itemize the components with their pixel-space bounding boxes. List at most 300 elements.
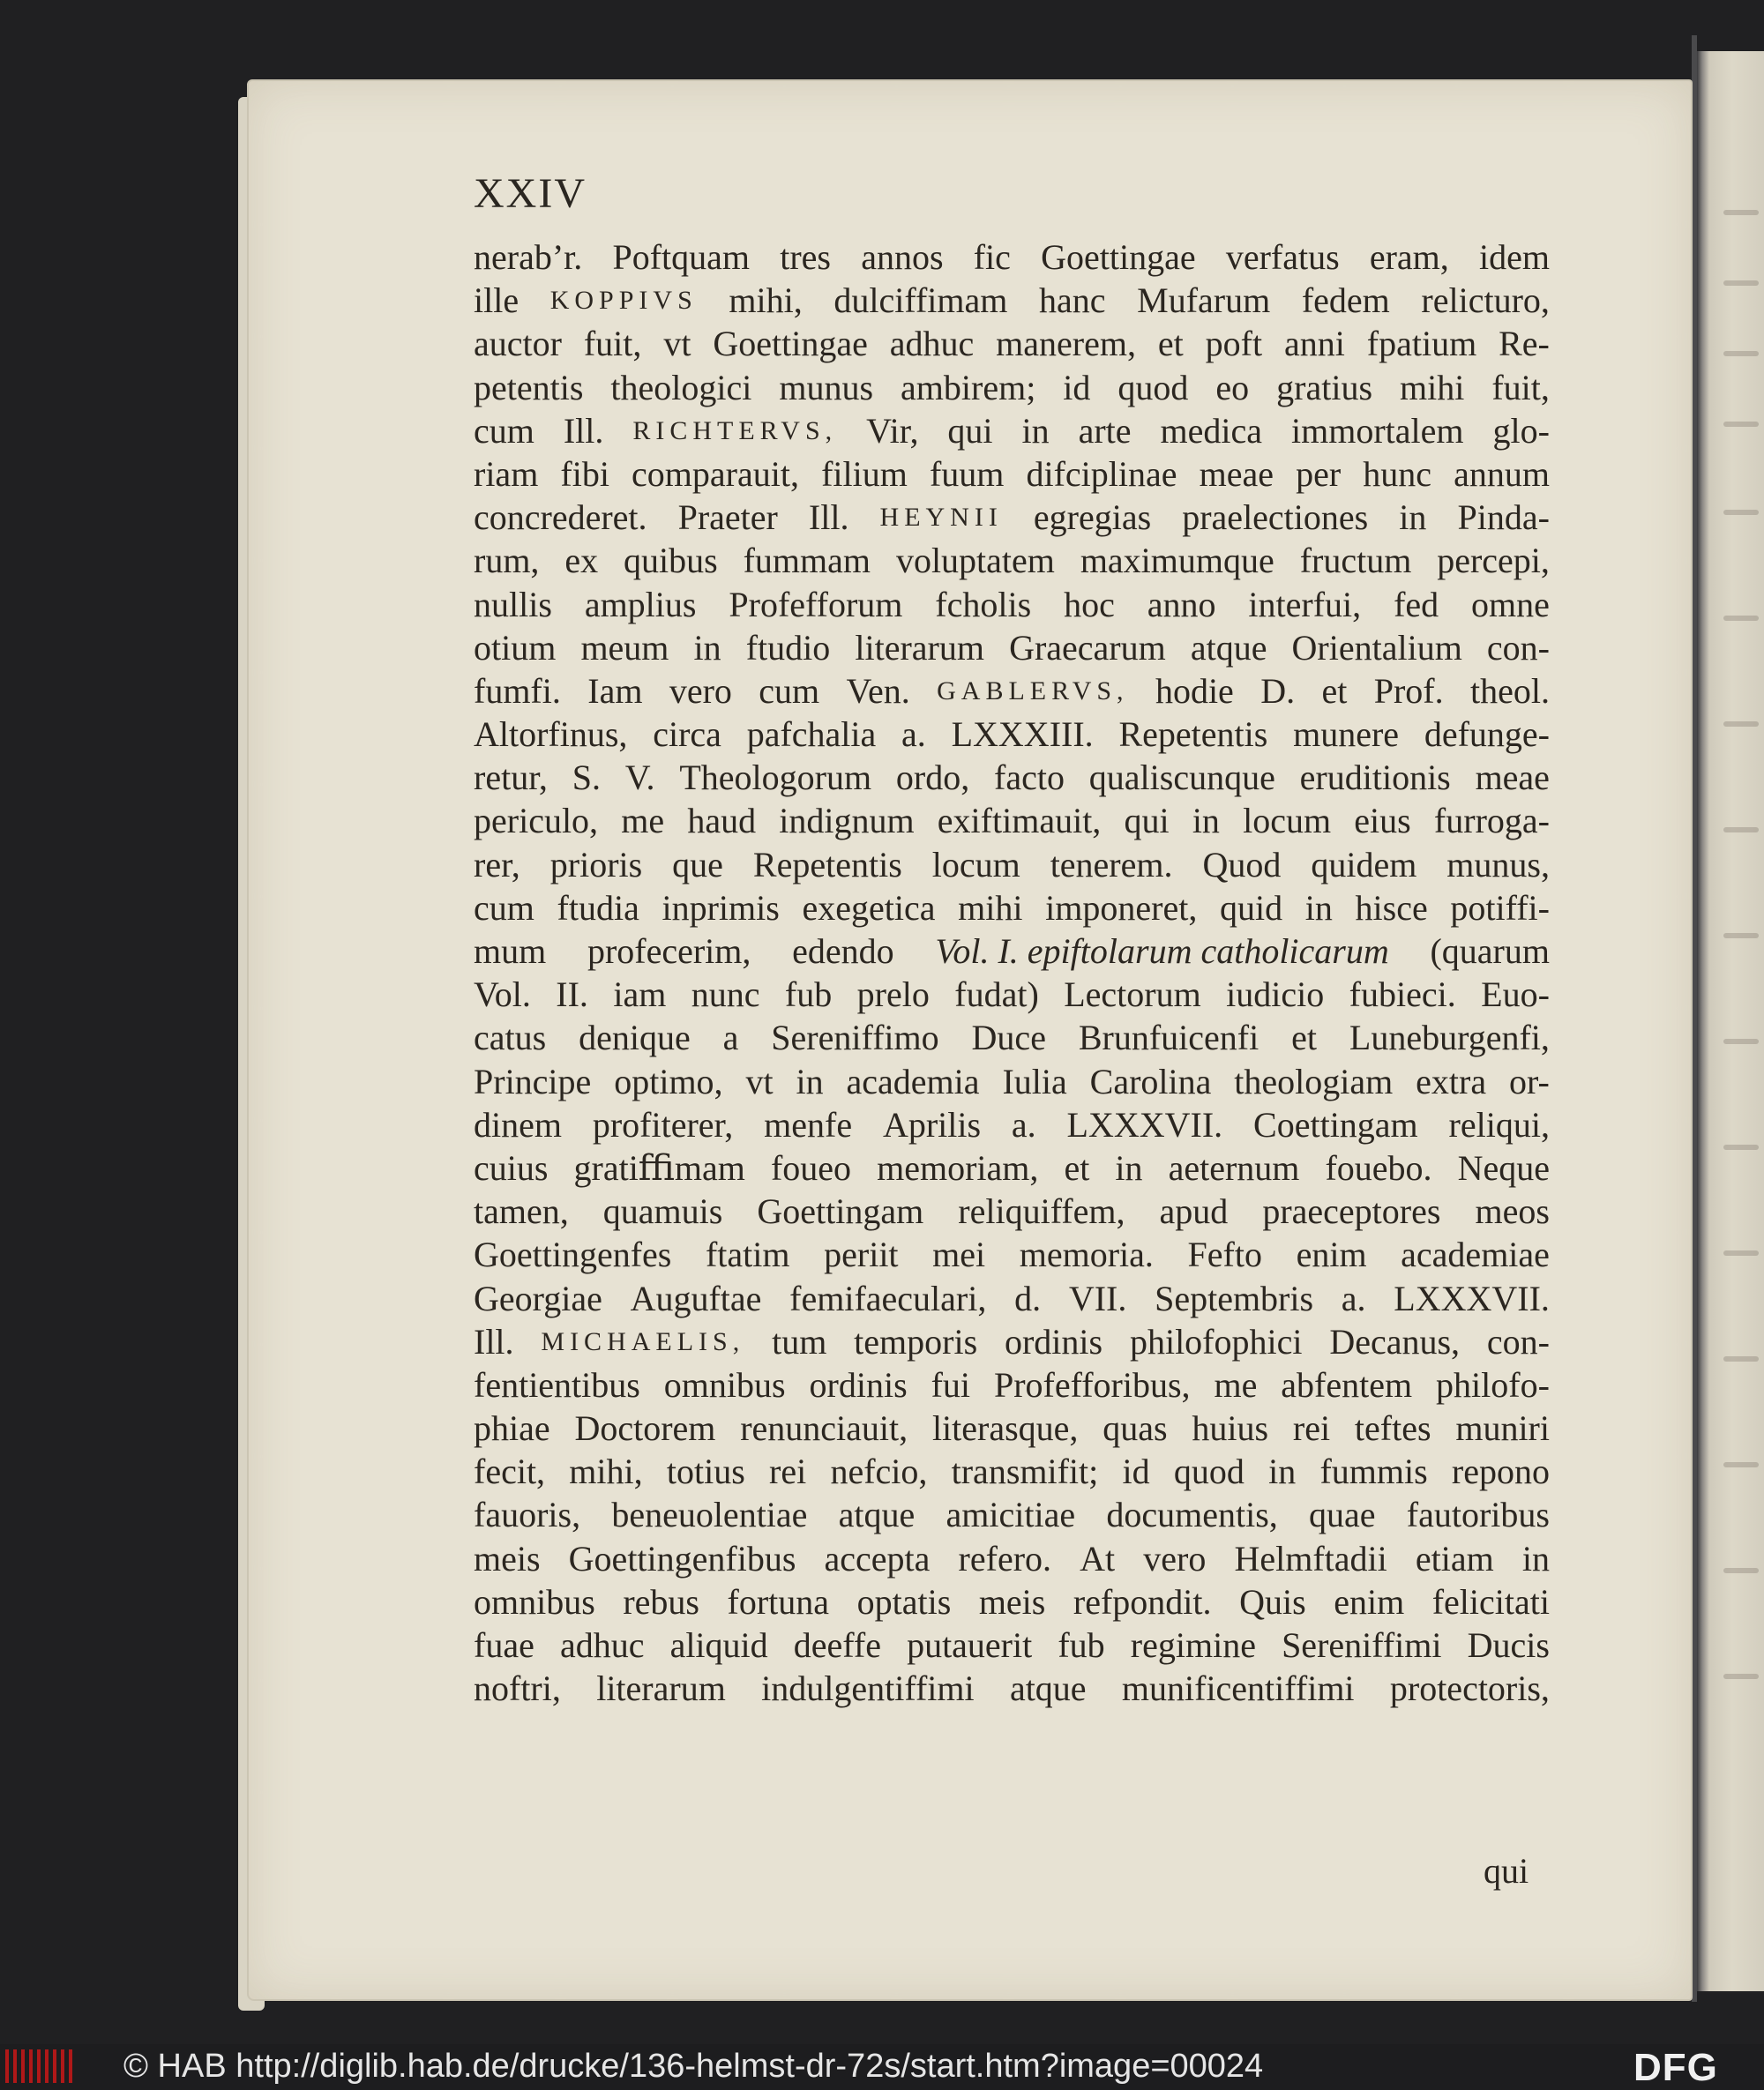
word: Euo-	[1481, 974, 1550, 1015]
word: munificentiffimi	[1121, 1668, 1355, 1709]
word: auctor	[474, 324, 562, 364]
word: meae	[1199, 453, 1274, 494]
facing-page-edge	[1697, 51, 1764, 1991]
dfg-logo: DFG	[1633, 2046, 1718, 2089]
text-line	[474, 322, 1550, 365]
word: refero.	[958, 1538, 1052, 1579]
book-page	[249, 81, 1691, 1999]
word: cuius	[474, 1147, 549, 1188]
word: nefcio,	[830, 1452, 928, 1492]
word: munus	[779, 367, 874, 407]
word: fortuna	[727, 1581, 830, 1622]
footer-credit-link[interactable]: © HAB http://diglib.hab.de/drucke/136-helmst-dr-72s/start.htm?image=00024	[123, 2048, 1264, 2085]
word: nerab’r.	[474, 237, 583, 277]
word: que	[672, 844, 723, 885]
word: ille	[474, 280, 519, 321]
word: LXXXVII.	[1066, 1104, 1223, 1145]
word: quod	[1117, 367, 1189, 407]
word: Orientalium	[1291, 627, 1462, 668]
word: S.	[572, 758, 601, 798]
word: fuit,	[1491, 367, 1550, 407]
word: cum	[474, 410, 534, 451]
word: defunge-	[1424, 714, 1550, 755]
word: munere	[1293, 714, 1400, 755]
text-line	[474, 1233, 1550, 1276]
word: cum	[474, 887, 534, 928]
word: totius	[666, 1452, 745, 1492]
word: profecerim,	[587, 931, 751, 971]
word: qui	[947, 410, 993, 451]
word: etiam	[1415, 1538, 1494, 1579]
word: ordo,	[895, 758, 970, 798]
word: inprimis	[662, 887, 780, 928]
text-line	[474, 843, 1550, 886]
word: in	[1115, 1147, 1143, 1188]
word: a.	[1341, 1278, 1366, 1318]
word: fibi	[560, 453, 609, 494]
word: id	[1122, 1452, 1150, 1492]
word: omnibus	[663, 1364, 786, 1405]
word: Ill.	[563, 410, 604, 451]
word: percepi,	[1437, 541, 1550, 581]
word: profiterer,	[592, 1104, 734, 1145]
word: quid	[1219, 887, 1283, 928]
word: et	[1157, 324, 1184, 364]
word: fudat)	[954, 974, 1039, 1015]
word: quibus	[624, 541, 718, 581]
text-line	[474, 886, 1550, 929]
word: haud	[687, 801, 757, 841]
word: et	[1321, 670, 1348, 711]
word: Georgiae	[474, 1278, 602, 1318]
word: fummis	[1319, 1452, 1428, 1492]
word: meum	[580, 627, 669, 668]
word: Fefto	[1187, 1235, 1262, 1275]
word: hunc	[1363, 453, 1432, 494]
word: ambirem;	[901, 367, 1036, 407]
word: arte	[1078, 410, 1132, 451]
word: fuae	[474, 1625, 534, 1665]
word: optatis	[856, 1581, 952, 1622]
word: ordinis	[1004, 1321, 1103, 1362]
word: regimine	[1130, 1625, 1256, 1665]
word: Repetentis	[1118, 714, 1268, 755]
word: Aprilis	[882, 1104, 982, 1145]
text-line	[474, 626, 1550, 669]
word: munus,	[1446, 844, 1550, 885]
word: concrederet.	[474, 497, 647, 538]
word: nullis	[474, 584, 552, 624]
word: rebus	[623, 1581, 699, 1622]
word: a	[722, 1018, 739, 1058]
word: quas	[1102, 1408, 1168, 1449]
word: philofophici	[1129, 1321, 1303, 1362]
word: felicitati	[1431, 1581, 1550, 1622]
word: documentis,	[1106, 1495, 1278, 1535]
word: anni	[1284, 324, 1345, 364]
text-line	[474, 1320, 1550, 1363]
text-line	[474, 669, 1550, 713]
word: in	[1021, 410, 1050, 451]
word: locum	[1243, 801, 1332, 841]
text-line	[474, 1277, 1550, 1320]
word: Theologorum	[679, 758, 872, 798]
word: rei	[769, 1452, 807, 1492]
word: academia	[846, 1061, 980, 1101]
word: Ducis	[1467, 1625, 1550, 1665]
word: praelectiones	[1182, 497, 1369, 538]
word: Pinda-	[1457, 497, 1550, 538]
text-line	[474, 452, 1550, 496]
word: vt	[745, 1061, 774, 1101]
word: beneuolentiae	[611, 1495, 808, 1535]
word: eram,	[1369, 237, 1449, 277]
word: hoc	[1064, 584, 1115, 624]
word: aliquid	[669, 1625, 768, 1665]
word: teftes	[1354, 1408, 1431, 1449]
word: memoriam,	[877, 1147, 1039, 1188]
word: fic	[973, 237, 1011, 277]
word: fui	[931, 1364, 971, 1405]
word: hanc	[1038, 280, 1106, 321]
word: accepta	[824, 1538, 931, 1579]
word: Profefforum	[729, 584, 903, 624]
word: immortalem	[1291, 410, 1464, 451]
word: meos	[1475, 1191, 1550, 1232]
word: mihi,	[729, 280, 803, 321]
word: hisce	[1355, 887, 1428, 928]
word: gratius	[1276, 367, 1373, 407]
word: protectoris,	[1389, 1668, 1550, 1709]
word: philofo-	[1436, 1364, 1550, 1405]
word: retur,	[474, 758, 548, 798]
word: atque	[1009, 1668, 1087, 1709]
word: extra	[1416, 1061, 1487, 1101]
word: apud	[1159, 1191, 1229, 1232]
word: vero	[669, 670, 732, 711]
word: Ill.	[808, 497, 849, 538]
word: in	[1192, 801, 1220, 841]
word: in	[1399, 497, 1427, 538]
word: Decanus,	[1329, 1321, 1461, 1362]
word: Goettingenfibus	[568, 1538, 796, 1579]
text-line	[474, 1060, 1550, 1103]
word: Goettingae	[713, 324, 868, 364]
word: Septembris	[1155, 1278, 1314, 1318]
text-line	[474, 973, 1550, 1016]
word: noftri,	[474, 1668, 561, 1709]
word: tum	[772, 1321, 827, 1362]
word: furroga-	[1433, 801, 1550, 841]
word: d.	[1014, 1278, 1042, 1318]
word: Goettingae	[1041, 237, 1196, 277]
word: idem	[1479, 237, 1550, 277]
word: fentientibus	[474, 1364, 640, 1405]
word: Luneburgenfi,	[1349, 1018, 1550, 1058]
word: VII.	[1068, 1278, 1127, 1318]
word: menfe	[764, 1104, 853, 1145]
word: At	[1080, 1538, 1116, 1579]
word: Re-	[1499, 324, 1550, 364]
word: Auguftae	[630, 1278, 762, 1318]
word: mihi	[958, 887, 1023, 928]
word: Goettingenfes	[474, 1235, 672, 1275]
word: (quarum	[1430, 931, 1550, 971]
word: aeternum	[1168, 1147, 1300, 1188]
word: imponeret,	[1045, 887, 1198, 928]
word: literarum	[596, 1668, 726, 1709]
word: deeffe	[793, 1625, 881, 1665]
word: adhuc	[889, 324, 975, 364]
word: fub	[1058, 1625, 1105, 1665]
word: meis	[474, 1538, 541, 1579]
word: Quod	[1202, 844, 1282, 885]
word: vero	[1143, 1538, 1207, 1579]
word: Poftquam	[612, 237, 751, 277]
word: id	[1063, 367, 1091, 407]
word: in	[693, 627, 721, 668]
word: femifaeculari,	[789, 1278, 987, 1318]
word: huius	[1192, 1408, 1269, 1449]
word: quidem	[1311, 844, 1417, 885]
word: or-	[1509, 1061, 1550, 1101]
word: Duce	[971, 1018, 1046, 1058]
text-line	[474, 1493, 1550, 1536]
text-line	[474, 496, 1550, 539]
word: medica	[1160, 410, 1263, 451]
word: vt	[663, 324, 691, 364]
word: prelo	[856, 974, 930, 1015]
word: a.	[901, 714, 926, 755]
word: fedem	[1301, 280, 1390, 321]
word: in	[1521, 1538, 1550, 1579]
word: foueo	[770, 1147, 852, 1188]
word: II.	[556, 974, 588, 1015]
word: meis	[978, 1581, 1046, 1622]
word: fouebo.	[1325, 1147, 1432, 1188]
word: HEYNII	[879, 503, 1003, 533]
word: tamen,	[474, 1191, 569, 1232]
word: fecit,	[474, 1452, 546, 1492]
word: ordinis	[809, 1364, 908, 1405]
word: quod	[1173, 1452, 1245, 1492]
word: con-	[1486, 1321, 1550, 1362]
word: denique	[579, 1018, 691, 1058]
word: edendo	[792, 931, 894, 971]
word: exiftimauit,	[937, 801, 1102, 841]
word: renunciauit,	[740, 1408, 908, 1449]
text-line	[474, 1363, 1550, 1407]
word: Lectorum	[1064, 974, 1201, 1015]
word: RICHTERVS,	[632, 415, 838, 445]
word: academiae	[1401, 1235, 1550, 1275]
word: V.	[624, 758, 655, 798]
word: Sereniffimo	[771, 1018, 939, 1058]
word: fcholis	[935, 584, 1032, 624]
word: hodie	[1155, 670, 1234, 711]
word: indignum	[779, 801, 915, 841]
word: eius	[1354, 801, 1411, 841]
word: KOPPIVS	[549, 286, 698, 316]
word: comparauit,	[632, 453, 799, 494]
word: fuum	[929, 453, 1005, 494]
word: Vol. I. epiftolarum catholicarum	[935, 931, 1389, 971]
word: annum	[1454, 453, 1550, 494]
word: theol.	[1469, 670, 1550, 711]
word: literasque,	[931, 1408, 1079, 1449]
word: pafchalia	[746, 714, 877, 755]
word: Graecarum	[1009, 627, 1166, 668]
word: temporis	[854, 1321, 978, 1362]
word: fuit,	[583, 324, 642, 364]
page-number: XXIV	[474, 170, 587, 217]
word: a.	[1011, 1104, 1036, 1145]
word: tres	[780, 237, 831, 277]
word: omne	[1471, 584, 1550, 624]
word: Prof.	[1373, 670, 1444, 711]
word: amicitiae	[946, 1495, 1076, 1535]
word: periculo,	[474, 801, 599, 841]
text-line	[474, 1667, 1550, 1710]
word: fummam	[743, 541, 871, 581]
word: MICHAELIS,	[541, 1326, 745, 1356]
word: maximumque	[1080, 541, 1274, 581]
word: Profefforibus,	[993, 1364, 1191, 1405]
text-line	[474, 799, 1550, 842]
word: ftudio	[745, 627, 831, 668]
text-line	[474, 1146, 1550, 1190]
word: quamuis	[602, 1191, 723, 1232]
word: atque	[1190, 627, 1267, 668]
word: Mufarum	[1137, 280, 1271, 321]
word: glo-	[1492, 410, 1550, 451]
text-line	[474, 279, 1550, 322]
word: rer,	[474, 844, 520, 885]
word: Helmftadii	[1234, 1538, 1387, 1579]
word: memoria.	[1019, 1235, 1154, 1275]
word: difciplinae	[1026, 453, 1177, 494]
text-line	[474, 1623, 1550, 1667]
word: mihi,	[569, 1452, 643, 1492]
text-line	[474, 1190, 1550, 1233]
word: Principe	[474, 1061, 592, 1101]
text-line	[474, 1580, 1550, 1623]
footer-bar	[0, 2044, 1764, 2088]
word: locum	[931, 844, 1020, 885]
text-line	[474, 1016, 1550, 1059]
word: gratiﬃmam	[573, 1147, 745, 1188]
word: relicturo,	[1421, 280, 1550, 321]
word: optimo,	[614, 1061, 723, 1101]
word: fructum	[1299, 541, 1412, 581]
word: in	[1304, 887, 1333, 928]
word: nunc	[691, 974, 760, 1015]
word: atque	[838, 1495, 916, 1535]
word: Coettingam	[1253, 1104, 1418, 1145]
word: voluptatem	[895, 541, 1055, 581]
word: cum	[759, 670, 820, 711]
word: theologiam	[1234, 1061, 1394, 1101]
word: LXXXIII.	[951, 714, 1094, 755]
word: adhuc	[559, 1625, 645, 1665]
word: Doctorem	[574, 1408, 716, 1449]
word: omnibus	[474, 1581, 595, 1622]
text-line	[474, 235, 1550, 279]
body-text	[474, 235, 1550, 1710]
word: literarum	[855, 627, 984, 668]
word: filium	[821, 453, 908, 494]
word: transmifit;	[951, 1452, 1099, 1492]
word: LXXXVII.	[1394, 1278, 1550, 1318]
word: iam	[613, 974, 667, 1015]
word: fed	[1394, 584, 1439, 624]
word: fauoris,	[474, 1495, 581, 1535]
word: amplius	[584, 584, 697, 624]
word: eruditionis	[1299, 758, 1451, 798]
word: quae	[1309, 1495, 1376, 1535]
word: enim	[1334, 1581, 1405, 1622]
word: interfui,	[1248, 584, 1362, 624]
text-line	[474, 1103, 1550, 1146]
text-line	[474, 713, 1550, 756]
word: prioris	[549, 844, 643, 885]
word: manerem,	[996, 324, 1136, 364]
word: Quis	[1239, 1581, 1306, 1622]
word: iudicio	[1226, 974, 1325, 1015]
text-line	[474, 409, 1550, 452]
text-line	[474, 366, 1550, 409]
word: Neque	[1457, 1147, 1550, 1188]
word: dinem	[474, 1104, 562, 1145]
word: petentis	[474, 367, 584, 407]
word: reliquiffem,	[958, 1191, 1125, 1232]
word: per	[1296, 453, 1342, 494]
word: fautoribus	[1406, 1495, 1550, 1535]
word: anno	[1147, 584, 1216, 624]
word: meae	[1475, 758, 1550, 798]
word: muniri	[1455, 1408, 1550, 1449]
word: egregias	[1033, 497, 1152, 538]
word: mum	[474, 931, 547, 971]
word: rei	[1292, 1408, 1331, 1449]
word: me	[621, 801, 665, 841]
word: Brunfuicenfi	[1078, 1018, 1259, 1058]
word: Vir,	[866, 410, 919, 451]
text-line	[474, 756, 1550, 799]
word: Praeter	[677, 497, 778, 538]
word: verfatus	[1225, 237, 1340, 277]
word: annos	[861, 237, 944, 277]
word: enim	[1296, 1235, 1367, 1275]
word: ftudia	[557, 887, 639, 928]
word: catus	[474, 1018, 547, 1058]
word: tenerem.	[1050, 844, 1173, 885]
word: fpatium	[1366, 324, 1477, 364]
word: Repetentis	[752, 844, 902, 885]
word: reliqui,	[1448, 1104, 1550, 1145]
word: Vol.	[474, 974, 531, 1015]
word: phiae	[474, 1408, 550, 1449]
word: fubieci.	[1349, 974, 1456, 1015]
word: in	[1268, 1452, 1297, 1492]
word: facto	[994, 758, 1065, 798]
word: ex	[564, 541, 599, 581]
barcode-icon	[5, 2049, 76, 2083]
word: Ven.	[846, 670, 910, 711]
word: fub	[784, 974, 833, 1015]
word: putauerit	[907, 1625, 1033, 1665]
word: Carolina	[1089, 1061, 1212, 1101]
